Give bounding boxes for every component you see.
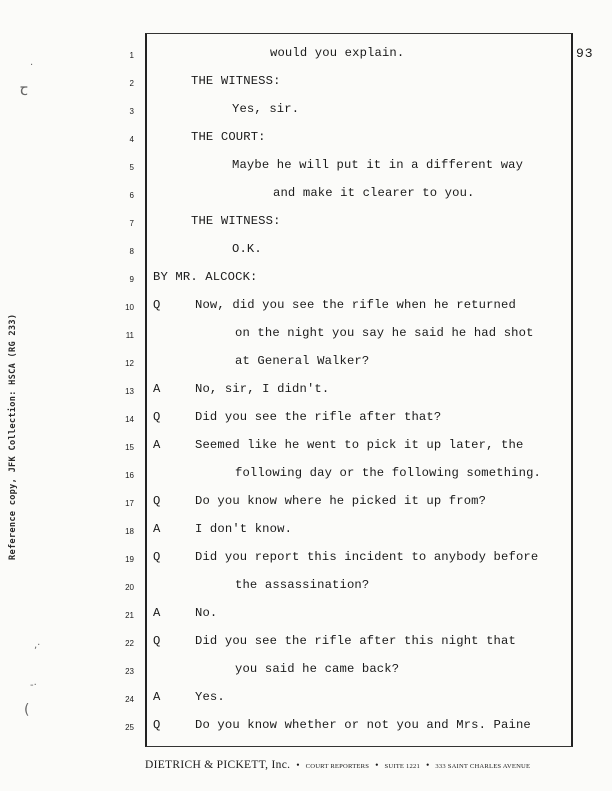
line-row bbox=[0, 298, 612, 318]
scan-speck-mark: ( bbox=[24, 702, 30, 718]
archive-reference-note: Reference copy, JFK Collection: HSCA (RG 233) bbox=[8, 313, 18, 560]
line-row bbox=[0, 74, 612, 94]
line-row bbox=[0, 102, 612, 122]
line-number: 6 bbox=[129, 191, 134, 200]
line-number: 1 bbox=[129, 51, 134, 60]
line-number: 15 bbox=[125, 443, 134, 452]
scan-speck-mark: · bbox=[30, 60, 34, 71]
line-text: Do you know where he picked it up from? bbox=[195, 494, 487, 508]
speaker-marker: Q bbox=[153, 550, 161, 564]
line-number: 2 bbox=[129, 79, 134, 88]
line-text: and make it clearer to you. bbox=[273, 186, 475, 200]
line-number: 22 bbox=[125, 639, 134, 648]
speaker-marker: A bbox=[153, 382, 161, 396]
line-number: 24 bbox=[125, 695, 134, 704]
line-number: 16 bbox=[125, 471, 134, 480]
line-row bbox=[0, 410, 612, 430]
line-number: 7 bbox=[129, 219, 134, 228]
firm-service: COURT REPORTERS bbox=[305, 763, 370, 770]
speaker-marker: A bbox=[153, 690, 161, 704]
line-row bbox=[0, 438, 612, 458]
line-row bbox=[0, 270, 612, 290]
line-row bbox=[0, 214, 612, 234]
line-number: 3 bbox=[129, 107, 134, 116]
line-row bbox=[0, 186, 612, 206]
line-text: Do you know whether or not you and Mrs. Paine bbox=[195, 718, 531, 732]
line-text: Yes. bbox=[195, 690, 225, 704]
line-row bbox=[0, 466, 612, 486]
line-number: 8 bbox=[129, 247, 134, 256]
line-number: 5 bbox=[129, 163, 134, 172]
speaker-marker: Q bbox=[153, 494, 161, 508]
line-number: 20 bbox=[125, 583, 134, 592]
line-row bbox=[0, 354, 612, 374]
line-row bbox=[0, 522, 612, 542]
line-number: 19 bbox=[125, 555, 134, 564]
line-number: 25 bbox=[125, 723, 134, 732]
line-row bbox=[0, 242, 612, 262]
speaker-marker: A bbox=[153, 606, 161, 620]
page-number: 93 bbox=[576, 46, 594, 61]
firm-suite: SUITE 1221 bbox=[384, 763, 421, 770]
line-text: O.K. bbox=[232, 242, 262, 256]
line-text: Seemed like he went to pick it up later, the bbox=[195, 438, 524, 452]
line-text: Did you see the rifle after this night that bbox=[195, 634, 516, 648]
line-number: 18 bbox=[125, 527, 134, 536]
line-number: 12 bbox=[125, 359, 134, 368]
line-text: you said he came back? bbox=[235, 662, 400, 676]
line-text: at General Walker? bbox=[235, 354, 370, 368]
line-row bbox=[0, 494, 612, 514]
line-number: 21 bbox=[125, 611, 134, 620]
page-footer bbox=[145, 759, 575, 771]
firm-address: 333 SAINT CHARLES AVENUE bbox=[435, 763, 531, 770]
line-text: Maybe he will put it in a different way bbox=[232, 158, 524, 172]
line-number: 9 bbox=[129, 275, 134, 284]
speaker-marker: Q bbox=[153, 410, 161, 424]
line-row bbox=[0, 690, 612, 710]
line-row bbox=[0, 606, 612, 626]
separator-dot: • bbox=[296, 760, 300, 771]
line-text: No. bbox=[195, 606, 218, 620]
line-text: THE WITNESS: bbox=[191, 214, 281, 228]
line-text: I don't know. bbox=[195, 522, 293, 536]
scan-speck-mark: -· bbox=[30, 680, 37, 691]
line-number: 23 bbox=[125, 667, 134, 676]
line-number: 13 bbox=[125, 387, 134, 396]
line-row bbox=[0, 382, 612, 402]
separator-dot: • bbox=[426, 760, 430, 771]
scan-speck-mark: ,· bbox=[34, 640, 41, 651]
line-row bbox=[0, 634, 612, 654]
line-text: on the night you say he said he had shot bbox=[235, 326, 534, 340]
separator-dot: • bbox=[375, 760, 379, 771]
line-row bbox=[0, 326, 612, 346]
line-number: 11 bbox=[125, 331, 134, 340]
scan-speck-mark: ꞇ bbox=[20, 80, 28, 99]
line-row bbox=[0, 662, 612, 682]
line-row bbox=[0, 46, 612, 66]
line-row bbox=[0, 718, 612, 738]
speaker-marker: A bbox=[153, 438, 161, 452]
speaker-marker: Q bbox=[153, 634, 161, 648]
line-text: BY MR. ALCOCK: bbox=[153, 270, 258, 284]
line-row bbox=[0, 578, 612, 598]
line-text: THE COURT: bbox=[191, 130, 266, 144]
line-text: the assassination? bbox=[235, 578, 370, 592]
line-text: THE WITNESS: bbox=[191, 74, 281, 88]
line-row bbox=[0, 550, 612, 570]
line-number: 10 bbox=[125, 303, 134, 312]
speaker-marker: A bbox=[153, 522, 161, 536]
line-text: No, sir, I didn't. bbox=[195, 382, 330, 396]
line-number: 14 bbox=[125, 415, 134, 424]
line-text: Did you see the rifle after that? bbox=[195, 410, 442, 424]
line-text: Yes, sir. bbox=[232, 102, 300, 116]
line-text: following day or the following something. bbox=[235, 466, 542, 480]
line-text: Did you report this incident to anybody before bbox=[195, 550, 539, 564]
line-number: 17 bbox=[125, 499, 134, 508]
line-row bbox=[0, 130, 612, 150]
line-text: would you explain. bbox=[270, 46, 405, 60]
line-row bbox=[0, 158, 612, 178]
line-number: 4 bbox=[129, 135, 134, 144]
firm-name: DIETRICH & PICKETT, Inc. bbox=[145, 759, 291, 771]
line-text: Now, did you see the rifle when he returned bbox=[195, 298, 516, 312]
speaker-marker: Q bbox=[153, 718, 161, 732]
speaker-marker: Q bbox=[153, 298, 161, 312]
